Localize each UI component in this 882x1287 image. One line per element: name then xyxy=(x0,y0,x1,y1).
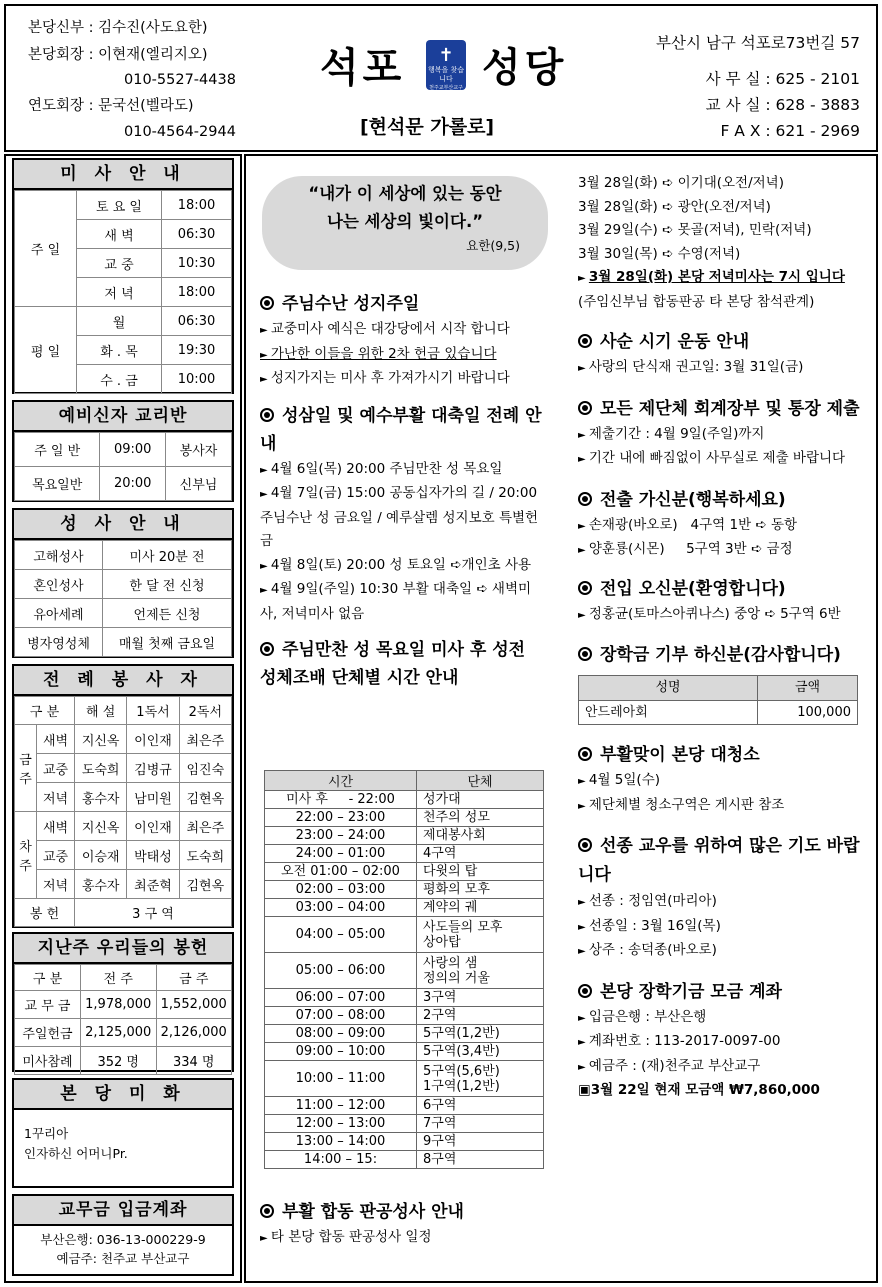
group-cell: 계약의 궤 xyxy=(417,899,544,917)
section-heading: 부활맞이 본당 대청소 xyxy=(578,741,860,769)
right-column xyxy=(578,172,860,1103)
list-item: 3월 29일(수) ➪ 못골(저녁), 민락(저녁) xyxy=(578,222,812,238)
adoration-table xyxy=(264,770,544,1169)
section-heading: 모든 제단체 회계장부 및 통장 제출 xyxy=(578,395,860,423)
sunday-label: 주 일 xyxy=(15,191,77,307)
table-row xyxy=(265,881,544,899)
pangong-note: ► 3월 28일(화) 본당 저녁미사는 7시 입니다(주임신부님 합동판공 타 본당 참석관계) xyxy=(578,266,860,314)
pastor-name: 본당신부 : 김수진(사도요한) xyxy=(28,20,208,36)
table-row xyxy=(265,845,544,863)
list-item: ► 4월 8일(토) 20:00 성 토요일 ➪개인초 사용 xyxy=(260,554,544,579)
bullet-circle-icon xyxy=(578,581,592,595)
mass-title: 미 사 안 내 xyxy=(14,160,232,190)
table-row xyxy=(265,953,544,989)
group-cell: 2구역 xyxy=(417,1007,544,1025)
time-cell: 14:00 – 15: xyxy=(265,1151,417,1169)
list-item: 3월 28일(화) ➪ 광안(오전/저녁) xyxy=(578,198,771,215)
table-row xyxy=(265,1007,544,1025)
list-item: ► 사랑의 단식재 권고일: 3월 31일(금) xyxy=(578,356,860,381)
bullet-circle-icon xyxy=(260,296,274,310)
group-cell: 5구역(3,4반) xyxy=(417,1043,544,1061)
weekday-label: 평 일 xyxy=(15,307,77,394)
list-item: ► 성지가지는 미사 후 가져가시기 바랍니다 xyxy=(260,367,544,392)
time-cell: 06:00 – 07:00 xyxy=(265,989,417,1007)
group-cell: 사랑의 샘 정의의 거울 xyxy=(417,953,544,989)
story-title: 본 당 미 화 xyxy=(14,1080,232,1110)
list-item: ► 정홍균(토마스아퀴나스) 중앙 ➪ 5구역 6반 xyxy=(578,603,860,628)
table-row xyxy=(265,1061,544,1097)
list-item: ► 4월 7일(금) 15:00 공동십자가의 길 / 20:00 주님수난 성 금요일 / 예루살렘 성지보호 특별헌금 xyxy=(260,482,544,554)
time-cell: 02:00 – 03:00 xyxy=(265,881,417,899)
list-item: ► 양훈룡(시몬) 5구역 3반 ➪ 금정 xyxy=(578,538,860,563)
liturgy-servers: 전 례 봉 사 자 구 분 해 설 1독서 2독서 금주 새벽 지신옥 이인재 최은주 교중 도숙희 김병규 임진숙 저녁 홍수자 남미원 김현옥 차주 새벽 지신옥 이인재 최은주 교중 이승재 박태성 도숙희 저녁 홍수자 최준혁 김현옥 봉 헌 3 구 역 xyxy=(12,664,234,928)
time-cell: 11:00 – 12:00 xyxy=(265,1097,417,1115)
bullet-circle-icon xyxy=(260,642,274,656)
section-heading: 부활 합동 판공성사 안내 xyxy=(260,1198,544,1226)
time-cell: 13:00 – 14:00 xyxy=(265,1133,417,1151)
story-line: 1꾸리아 xyxy=(24,1126,69,1141)
group-cell: 천주의 성모 xyxy=(417,809,544,827)
group-cell: 6구역 xyxy=(417,1097,544,1115)
list-item: ► 선종일 : 3월 16일(목) xyxy=(578,915,860,940)
bullet-circle-icon xyxy=(260,1204,274,1218)
bullet-circle-icon xyxy=(578,492,592,506)
quote-source: 요한(9,5) xyxy=(466,238,520,253)
offering-title: 지난주 우리들의 봉헌 xyxy=(14,934,232,964)
story-line: 인자하신 어머니Pr. xyxy=(24,1146,128,1161)
title-left: 석포 xyxy=(320,45,406,91)
scholarship-table: 성명 금액 안드레아회 100,000 xyxy=(578,675,858,725)
table-row xyxy=(265,809,544,827)
title-right: 성당 xyxy=(482,45,568,91)
president-phone: 010-5527-4438 xyxy=(124,72,236,88)
mass-schedule: 미 사 안 내 주 일 토 요 일 18:00 새 벽 06:30 교 중 10:30 저 녁 18:00 평 일 월 06:30 화 . 목 19:30 수 . 금 10:00 xyxy=(12,158,234,394)
bullet-circle-icon xyxy=(578,838,592,852)
parish-logo-icon: ✝ 행복을 찾습니다 천주교부산교구 xyxy=(426,40,466,90)
time-cell: 10:00 – 11:00 xyxy=(265,1061,417,1097)
time-cell: 05:00 – 06:00 xyxy=(265,953,417,989)
table-row xyxy=(265,1043,544,1061)
list-item: ► 교중미사 예식은 대강당에서 시작 합니다 xyxy=(260,318,544,343)
table-row xyxy=(265,863,544,881)
account-bank: 부산은행: 036-13-000229-9 xyxy=(40,1232,206,1247)
catechumen-class: 예비신자 교리반 주 일 반 09:00 봉사자 목요일반 20:00 신부님 xyxy=(12,400,234,502)
time-cell: 미사 후 - 22:00 xyxy=(265,791,417,809)
time-cell: 24:00 – 01:00 xyxy=(265,845,417,863)
parish-president: 본당회장 : 이현재(엘리지오) xyxy=(28,47,208,63)
scripture-quote xyxy=(262,176,548,270)
time-cell: 22:00 – 23:00 xyxy=(265,809,417,827)
list-item: ► 4월 6일(목) 20:00 주님만찬 성 목요일 xyxy=(260,458,544,483)
account-holder: 예금주: 천주교 부산교구 xyxy=(56,1251,190,1266)
account-title: 교무금 입금계좌 xyxy=(14,1196,232,1226)
list-item: ► 타 본당 합동 판공성사 일정 xyxy=(260,1226,544,1251)
bullet-circle-icon xyxy=(578,647,592,661)
table-row xyxy=(265,827,544,845)
list-item: ► 4월 9일(주일) 10:30 부활 대축일 ➪ 새벽미사, 저녁미사 없음 xyxy=(260,578,544,626)
bulletin-header xyxy=(4,4,878,152)
section-heading: 주님만찬 성 목요일 미사 후 성전 성체조배 단체별 시간 안내 xyxy=(260,640,526,688)
bullet-circle-icon xyxy=(260,408,274,422)
bullet-circle-icon xyxy=(578,747,592,761)
section-heading: 사순 시기 운동 안내 xyxy=(578,328,860,356)
list-item: 3월 28일(화) ➪ 이기대(오전/저녁) xyxy=(578,175,784,191)
table-row xyxy=(265,1151,544,1169)
time-cell: 07:00 – 08:00 xyxy=(265,1007,417,1025)
time-cell: 04:00 – 05:00 xyxy=(265,917,417,953)
teacher-phone: 교 사 실 : 628 - 3883 xyxy=(705,96,860,114)
section-heading: 전출 가신분(행복하세요) xyxy=(578,486,860,514)
list-item: ► 기간 내에 빠짐없이 사무실로 제출 바랍니다 xyxy=(578,447,860,472)
table-header: 단체 xyxy=(417,771,544,791)
table-row xyxy=(265,1025,544,1043)
section-heading: 선종 교우를 위하여 많은 기도 바랍니다 xyxy=(578,836,860,885)
bullet-circle-icon xyxy=(578,401,592,415)
list-item: ► 손재광(바오로) 4구역 1반 ➪ 동항 xyxy=(578,514,860,539)
table-row xyxy=(265,989,544,1007)
list-item: ► 예금주 : (재)천주교 부산교구 xyxy=(578,1055,860,1080)
list-item: ► 입금은행 : 부산은행 xyxy=(578,1006,860,1031)
list-item: 3월 30일(목) ➪ 수영(저녁) xyxy=(578,245,741,262)
sacrament-title: 성 사 안 내 xyxy=(14,510,232,540)
section-heading: 장학금 기부 하신분(감사합니다) xyxy=(578,641,860,669)
next-week-label: 차주 xyxy=(15,812,37,899)
pangong-section xyxy=(260,1198,544,1251)
group-cell: 5구역(5,6반) 1구역(1,2반) xyxy=(417,1061,544,1097)
sacrament-info: 성 사 안 내 고해성사 미사 20분 전 혼인성사 한 달 전 신청 유아세례 언제든 신청 병자영성체 매월 첫째 금요일 xyxy=(12,508,234,658)
section-heading: 성삼일 및 예수부활 대축일 전례 안내 xyxy=(260,405,542,454)
quote-line: “내가 이 세상에 있는 동안 xyxy=(308,184,502,203)
time-cell: 09:00 – 10:00 xyxy=(265,1043,417,1061)
time-cell: 08:00 – 09:00 xyxy=(265,1025,417,1043)
group-cell: 평화의 모후 xyxy=(417,881,544,899)
list-item: ► 선종 : 정임연(마리아) xyxy=(578,890,860,915)
bullet-circle-icon xyxy=(578,984,592,998)
patron-line: [현석문 가롤로] xyxy=(360,116,495,138)
parish-story xyxy=(12,1078,234,1188)
address: 부산시 남구 석포로73번길 57 xyxy=(656,34,860,52)
catechumen-title: 예비신자 교리반 xyxy=(14,402,232,432)
quote-line: 나는 세상의 빛이다.” xyxy=(326,212,484,231)
bullet-circle-icon xyxy=(578,334,592,348)
fund-total: ▣3월 22일 현재 모금액 ₩7,860,000 xyxy=(578,1082,820,1098)
table-row xyxy=(265,1097,544,1115)
list-item: ► 계좌번호 : 113-2017-0097-00 xyxy=(578,1030,860,1055)
table-row xyxy=(265,1115,544,1133)
yeondo-president: 연도회장 : 문국선(벨라도) xyxy=(28,98,194,114)
time-cell: 오전 01:00 – 02:00 xyxy=(265,863,417,881)
fax: F A X : 621 - 2969 xyxy=(720,122,860,140)
list-item: ► 제출기간 : 4월 9일(주일)까지 xyxy=(578,423,860,448)
table-row xyxy=(265,791,544,809)
group-cell: 성가대 xyxy=(417,791,544,809)
group-cell: 제대봉사회 xyxy=(417,827,544,845)
time-cell: 03:00 – 04:00 xyxy=(265,899,417,917)
section-heading: 전입 오신분(환영합니다) xyxy=(578,575,860,603)
group-cell: 5구역(1,2반) xyxy=(417,1025,544,1043)
this-week-label: 금주 xyxy=(15,725,37,812)
table-row xyxy=(265,1133,544,1151)
group-cell: 8구역 xyxy=(417,1151,544,1169)
list-item: ► 4월 5일(수) xyxy=(578,769,860,794)
yeondo-phone: 010-4564-2944 xyxy=(124,124,236,140)
list-item: ► 가난한 이들을 위한 2차 헌금 있습니다 xyxy=(260,343,544,368)
group-cell: 3구역 xyxy=(417,989,544,1007)
table-row xyxy=(265,917,544,953)
time-cell: 23:00 – 24:00 xyxy=(265,827,417,845)
last-week-offering: 지난주 우리들의 봉헌 구 분 전 주 금 주 교 무 금 1,978,000 1,552,000 주일헌금 2,125,000 2,126,000 미사참례 352 명 334 명 xyxy=(12,932,234,1072)
group-cell: 9구역 xyxy=(417,1133,544,1151)
list-item: ► 제단체별 청소구역은 게시판 참조 xyxy=(578,794,860,819)
group-cell: 다윗의 탑 xyxy=(417,863,544,881)
group-cell: 7구역 xyxy=(417,1115,544,1133)
group-cell: 사도들의 모후 상아탑 xyxy=(417,917,544,953)
section-heading: 본당 장학기금 모금 계좌 xyxy=(578,978,860,1006)
table-header: 시간 xyxy=(265,771,417,791)
servers-title: 전 례 봉 사 자 xyxy=(14,666,232,696)
list-item: ► 상주 : 송덕종(바오로) xyxy=(578,939,860,964)
table-row xyxy=(265,899,544,917)
middle-column xyxy=(260,280,544,692)
section-heading: 주님수난 성지주일 xyxy=(260,290,544,318)
time-cell: 12:00 – 13:00 xyxy=(265,1115,417,1133)
office-phone: 사 무 실 : 625 - 2101 xyxy=(705,70,860,88)
church-tax-account xyxy=(12,1194,234,1276)
group-cell: 4구역 xyxy=(417,845,544,863)
